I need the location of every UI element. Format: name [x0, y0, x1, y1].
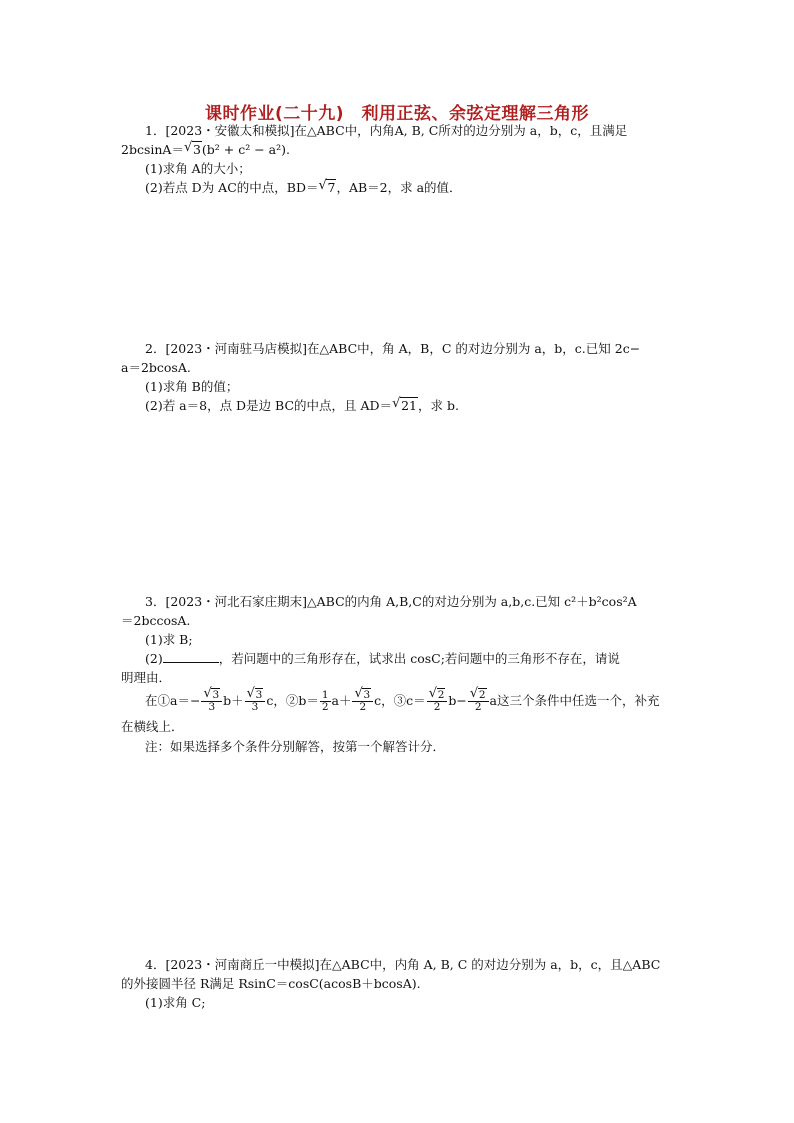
q1-part2: (2)若点 D为 AC的中点，BD＝√ 7，AB＝2，求 a的值．	[145, 179, 462, 197]
q3-part2-cont: 明理由．	[121, 670, 172, 685]
q3-stem-line2: ＝2bccosA.	[121, 613, 191, 628]
q2-part2: (2)若 a＝8，点 D是边 BC的中点，且 AD＝√ 21，求 b.	[145, 397, 459, 415]
q3-conditions: 在①a＝− √ $\frac{3}{3}$ b＋ √ $\frac{3}{3}$ c，②b＝ $\frac{1}{2}$ a＋ √ $\frac{3}{2}$ c，③c＝ √ $\frac{2}{2}$ b− √ $\frac{2}{2}$ a这三个条件中任选一个，补充	[145, 688, 660, 714]
q4-stem-line1: 4．[2023・河南商丘一中模拟]在△ABC中，内角 A, B, C 的对边分别为 a，b，c，且△ABC	[145, 957, 661, 972]
page-title: 课时作业(二十九) 利用正弦、余弦定理解三角形	[204, 104, 590, 124]
q1-stem-line1: 1．[2023・安徽太和模拟]在△ABC中，内角A, B, C所对的边分别为 a，b，c，且满足	[145, 123, 628, 138]
sqrt-symbol: √ 21	[392, 397, 418, 415]
q2-part1: (1)求角 B的值；	[145, 379, 239, 394]
sqrt-symbol: √ 3	[184, 141, 202, 159]
q4-stem-line2: 的外接圆半径 R满足 RsinC＝cosC(acosB＋bcosA).	[121, 976, 421, 991]
q1-stem-line2: 2bcsinA＝√ 3(b² + c² − a²).	[121, 141, 290, 159]
q1-part1: (1)求角 A的大小；	[145, 161, 251, 176]
q4-part1: (1)求角 C;	[145, 995, 206, 1010]
sqrt-symbol: √ 7	[318, 179, 336, 197]
q2-stem-line1: 2．[2023・河南驻马店模拟]在△ABC中，角 A，B，C 的对边分别为 a，b，c.已知 2c−	[145, 341, 641, 356]
q3-part2: (2) ，若问题中的三角形存在，试求出 cosC;若问题中的三角形不存在，请说	[145, 651, 620, 666]
answer-blank	[163, 650, 219, 663]
q3-part1: (1)求 B;	[145, 632, 193, 647]
q3-stem-line1: 3．[2023・河北石家庄期末]△ABC的内角 A,B,C的对边分别为 a,b,c.已知 c²＋b²cos²A	[145, 594, 637, 609]
q2-stem-line2: a＝2bcosA.	[121, 360, 191, 375]
q3-cond-cont: 在横线上．	[121, 719, 184, 734]
q3-note: 注：如果选择多个条件分别解答，按第一个解答计分．	[145, 739, 446, 754]
